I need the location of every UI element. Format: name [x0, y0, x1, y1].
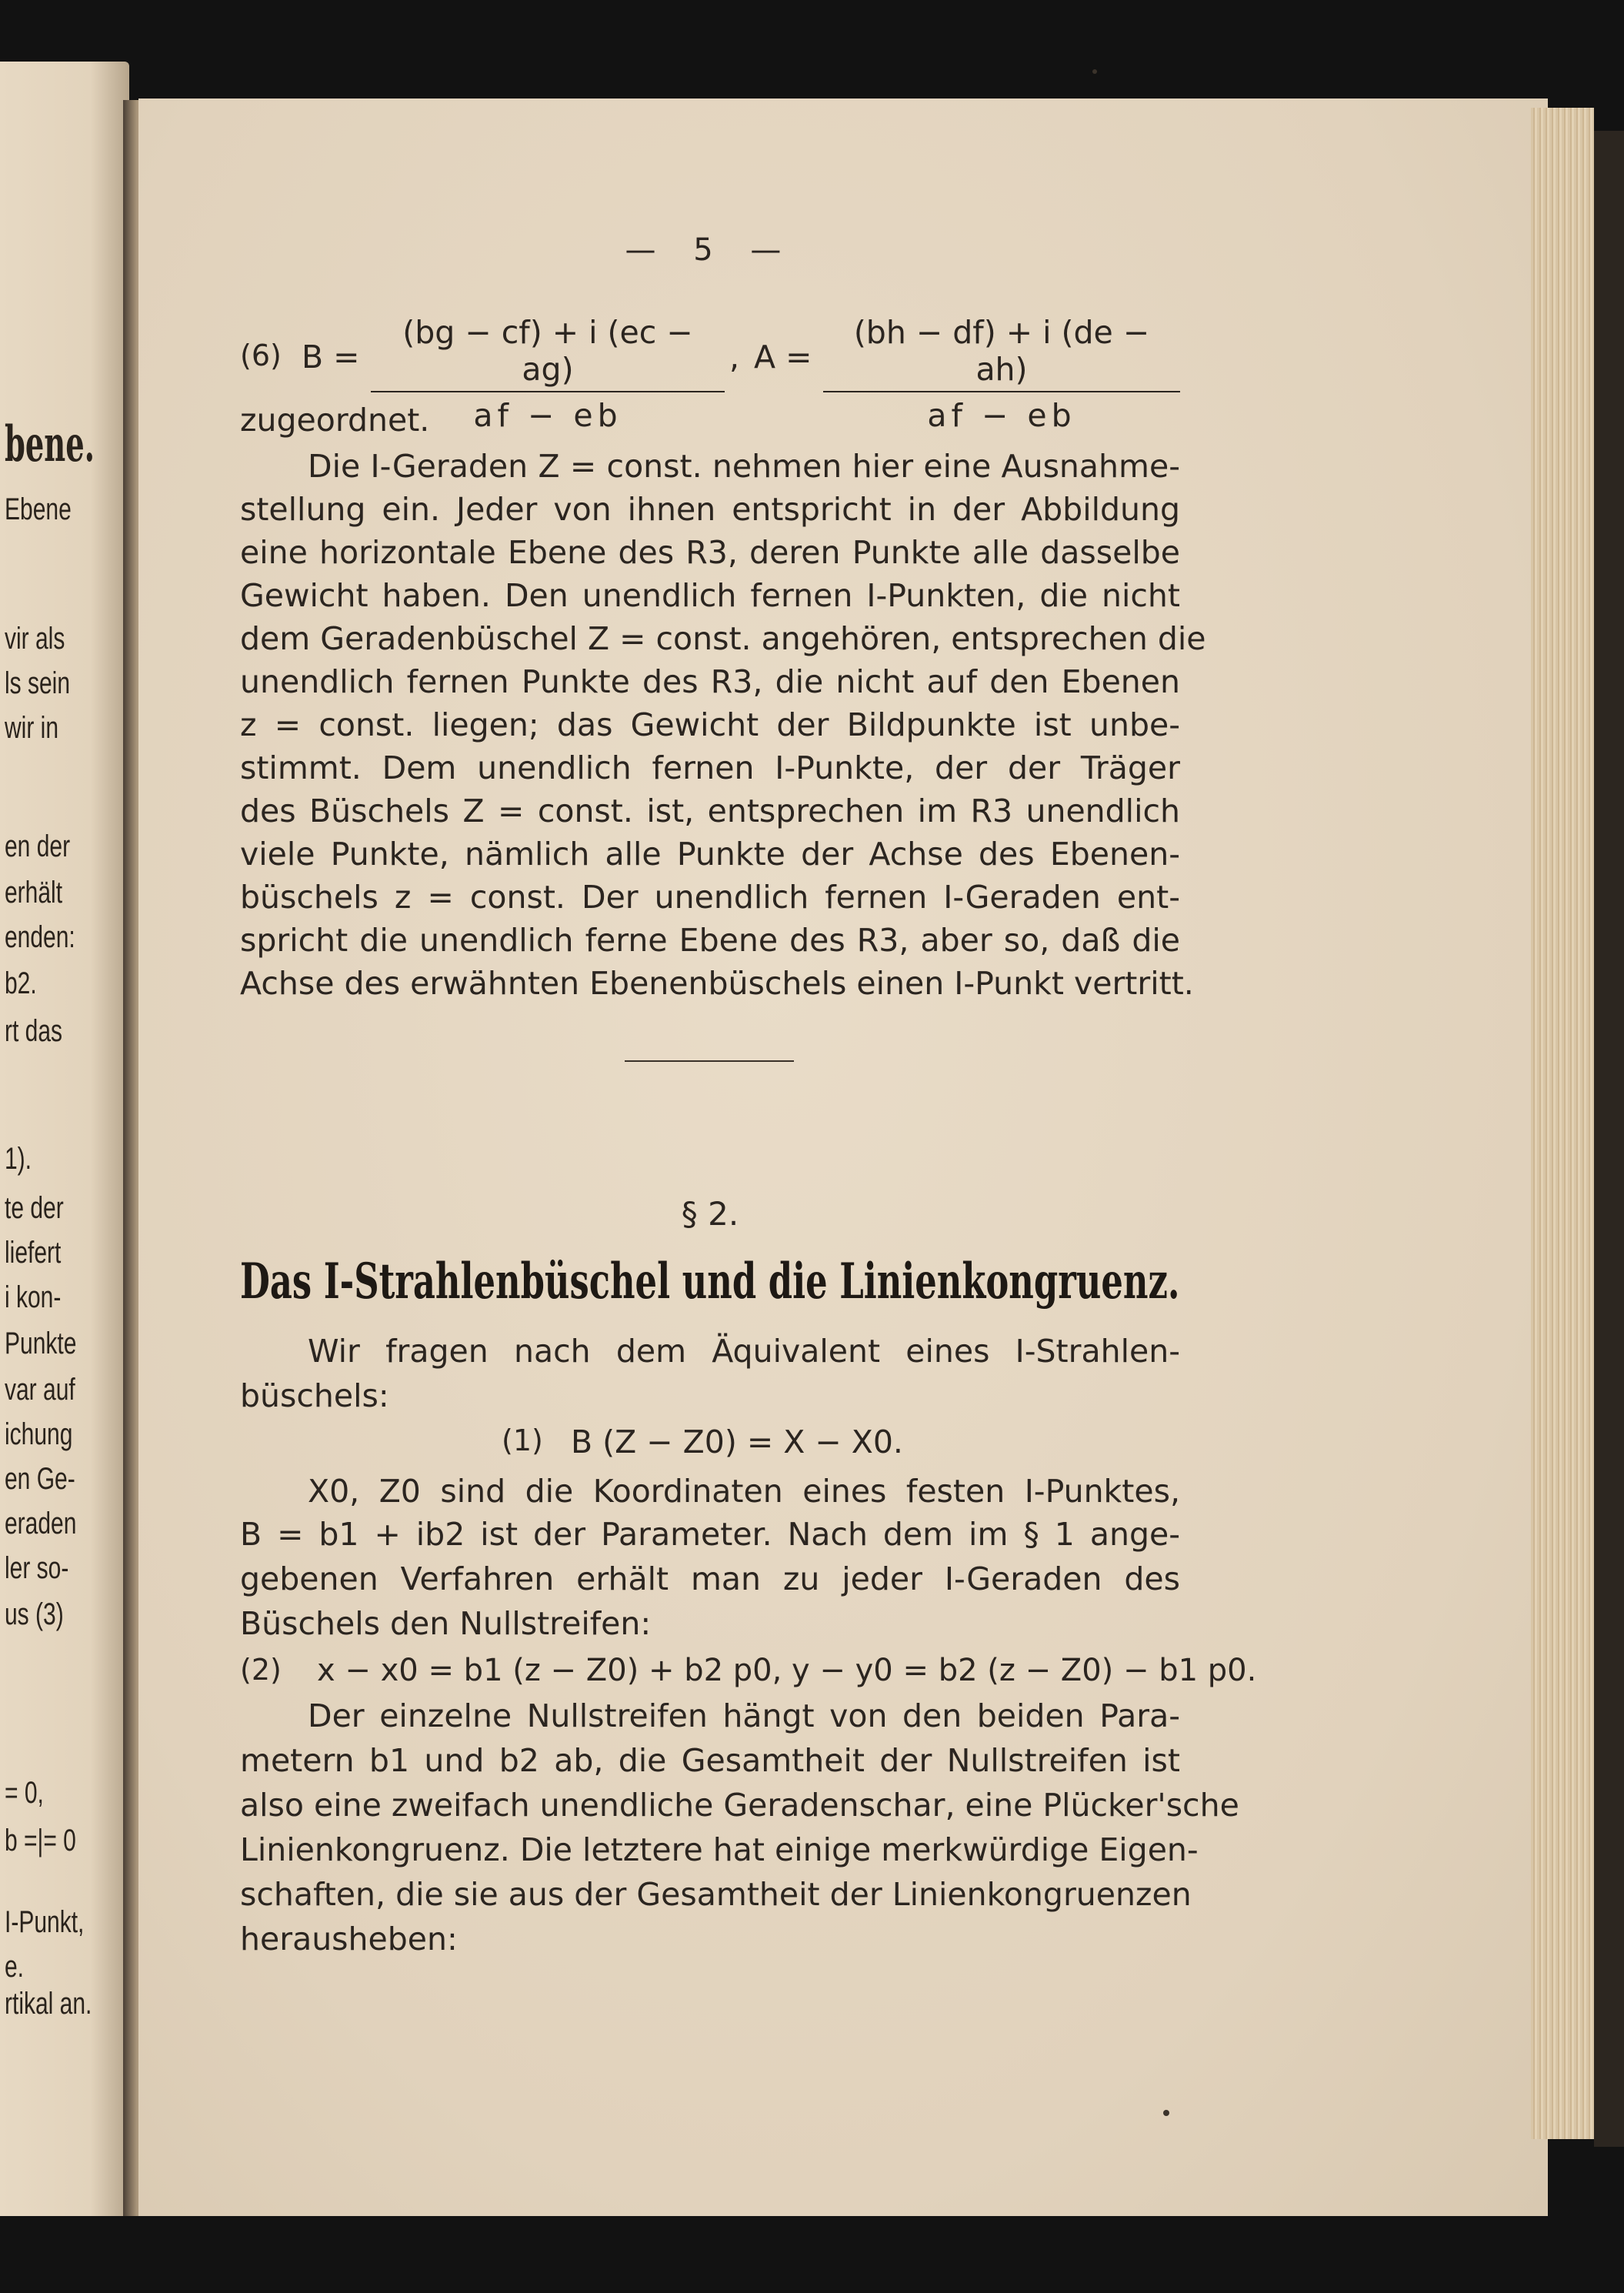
formula-6-b-lhs: B = [302, 339, 360, 375]
section-heading [240, 1253, 1180, 1314]
page-number: — 5 — [625, 232, 795, 268]
left-fragment: e. [5, 1950, 25, 1984]
text-line: eine horizontale Ebene des R3, deren Punkte alle dasselbe [240, 534, 1180, 571]
text-line: X0, Z0 sind die Koordinaten eines festen I-Punktes, [308, 1473, 1180, 1510]
left-fragment: us (3) [5, 1597, 64, 1631]
formula-6-b-numerator: (bg − cf) + i (ec − ag) [371, 314, 725, 392]
text-line: Die I-Geraden Z = const. nehmen hier eine Ausnahme- [308, 448, 1180, 485]
formula-6-a-denominator: af − eb [927, 397, 1076, 434]
text-line: Wir fragen nach dem Äquivalent eines I-Strahlen- [308, 1333, 1180, 1370]
left-fragment: i kon- [5, 1280, 62, 1314]
text-line: büschels: [240, 1377, 389, 1414]
formula-6-separator: , [729, 339, 740, 375]
book-cover-edge [1594, 131, 1624, 2147]
left-fragment: b2. [5, 966, 37, 1000]
text-line: Achse des erwähnten Ebenenbüschels einen I-Punkt vertritt. [240, 965, 1194, 1002]
formula-6-b-denominator: af − eb [473, 397, 622, 434]
text-line: metern b1 und b2 ab, die Gesamtheit der Nullstreifen ist [240, 1742, 1180, 1779]
text-line: herausheben: [240, 1921, 458, 1958]
text-line: gebenen Verfahren erhält man zu jeder I-Geraden des [240, 1560, 1180, 1597]
left-fragment: wir in [5, 711, 59, 745]
left-fragment: b =|= 0 [5, 1824, 76, 1857]
left-fragment: ls sein [5, 666, 71, 700]
left-fragment: I-Punkt, [5, 1905, 85, 1939]
left-fragment: liefert [5, 1236, 62, 1270]
left-fragment: en Ge- [5, 1462, 75, 1496]
left-fragment: eraden [5, 1507, 77, 1540]
page-stack-edge [1531, 108, 1594, 2139]
page-text [240, 0, 1257, 2293]
text-line: dem Geradenbüschel Z = const. angehören, entsprechen die [240, 620, 1206, 657]
section-number: § 2. [681, 1195, 739, 1233]
section-divider [625, 1060, 794, 1062]
left-fragment: Ebene [5, 492, 72, 526]
left-fragment: Punkte [5, 1327, 77, 1360]
left-fragment: var auf [5, 1373, 75, 1407]
formula-6-a-fraction [823, 314, 1180, 434]
text-line: spricht die unendlich ferne Ebene des R3, aber so, daß die [240, 922, 1180, 959]
left-fragment: ichung [5, 1417, 73, 1451]
text-line: stimmt. Dem unendlich fernen I-Punkte, der der Träger [240, 749, 1180, 786]
left-fragment: enden: [5, 920, 75, 954]
text-line: Büschels den Nullstreifen: [240, 1605, 652, 1642]
text-line: Linienkongruenz. Die letztere hat einige merkwürdige Eigen- [240, 1831, 1199, 1868]
text-line: zugeordnet. [240, 402, 430, 439]
left-fragment: ler so- [5, 1551, 69, 1585]
text-line: Gewicht haben. Den unendlich fernen I-Punkten, die nicht [240, 577, 1180, 614]
formula-6-a-numerator: (bh − df) + i (de − ah) [823, 314, 1180, 392]
formula-1: B (Z − Z0) = X − X0. [571, 1424, 903, 1460]
formula-6-label: (6) [240, 339, 282, 372]
text-line: schaften, die sie aus der Gesamtheit der Linienkongruenzen [240, 1876, 1192, 1913]
text-line: also eine zweifach unendliche Geradenschar, eine Plücker'sche [240, 1787, 1239, 1824]
section-title: Das I-Strahlenbüschel und die Linienkongruenz. [240, 1253, 1180, 1310]
left-fragment: erhält [5, 876, 63, 910]
left-fragment: = 0, [5, 1776, 44, 1810]
left-fragment: en der [5, 829, 71, 863]
left-fragment: 1). [5, 1142, 32, 1176]
text-line: z = const. liegen; das Gewicht der Bildpunkte ist unbe- [240, 706, 1180, 743]
text-line: stellung ein. Jeder von ihnen entspricht in der Abbildung [240, 491, 1180, 528]
text-line: viele Punkte, nämlich alle Punkte der Achse des Ebenen- [240, 836, 1180, 873]
text-line: Der einzelne Nullstreifen hängt von den beiden Para- [308, 1697, 1180, 1734]
formula-2: x − x0 = b1 (z − Z0) + b2 p0, y − y0 = b2 (z − Z0) − b1 p0. [317, 1653, 1257, 1688]
left-fragment: te der [5, 1191, 64, 1225]
left-fragment: vir als [5, 622, 65, 656]
left-fragment: rtikal an. [5, 1987, 92, 2021]
previous-page-edge [0, 62, 129, 2216]
text-line: unendlich fernen Punkte des R3, die nicht auf den Ebenen [240, 663, 1180, 700]
text-line: B = b1 + ib2 ist der Parameter. Nach dem im § 1 ange- [240, 1516, 1180, 1553]
text-line: des Büschels Z = const. ist, entsprechen im R3 unendlich [240, 793, 1180, 829]
text-line: büschels z = const. Der unendlich fernen I-Geraden ent- [240, 879, 1180, 916]
formula-1-label: (1) [502, 1424, 543, 1457]
formula-2-label: (2) [240, 1653, 282, 1687]
left-fragment: rt das [5, 1014, 63, 1048]
left-fragment: bene. [5, 416, 95, 473]
formula-6-a-lhs: A = [754, 339, 812, 375]
